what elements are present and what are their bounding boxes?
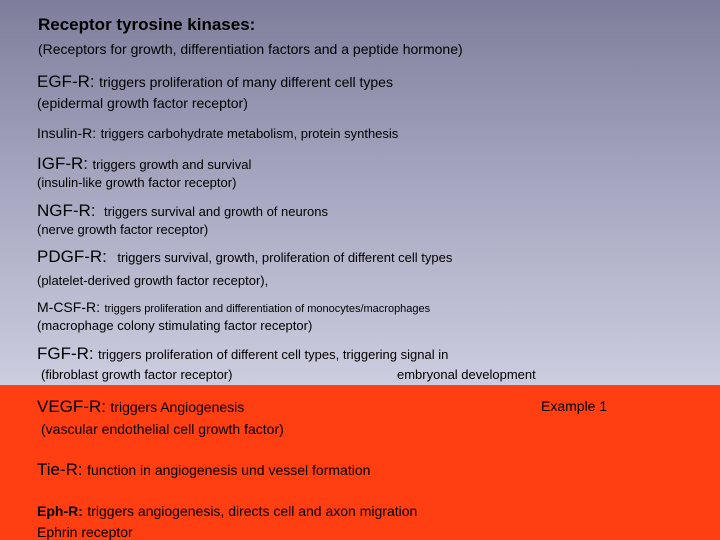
receptor-name: VEGF-R: (37, 397, 106, 416)
receptor-desc: triggers proliferation and differentiation of monocytes/macrophages (104, 303, 431, 315)
receptor-name: Insulin-R: (37, 125, 97, 141)
receptor-name: FGF-R: (37, 344, 94, 363)
receptor-note: Ephrin receptor (37, 524, 133, 540)
receptor-mcsf (37, 300, 430, 316)
slide-subtitle: (Receptors for growth, differentiation factors and a peptide hormone) (38, 41, 463, 57)
receptor-egf (37, 73, 393, 91)
receptor-name: Tie-R: (37, 460, 83, 479)
receptor-desc: triggers survival, growth, proliferation of different cell types (117, 250, 453, 265)
receptor-desc: triggers carbohydrate metabolism, protein synthesis (100, 126, 399, 141)
receptor-note-continuation: embryonal development (397, 367, 536, 382)
receptor-note: (epidermal growth factor receptor) (37, 95, 248, 111)
receptor-pdgf (37, 248, 452, 266)
receptor-desc: triggers survival and growth of neurons (104, 204, 329, 219)
receptor-name: EGF-R: (37, 72, 95, 91)
receptor-name: IGF-R: (37, 154, 88, 173)
receptor-igf (37, 155, 251, 173)
receptor-name: PDGF-R: (37, 247, 107, 266)
receptor-desc: triggers Angiogenesis (110, 399, 245, 415)
receptor-note: (macrophage colony stimulating factor receptor) (37, 318, 313, 333)
receptor-name: NGF-R: (37, 201, 96, 220)
receptor-note: (insulin-like growth factor receptor) (37, 175, 237, 190)
receptor-desc: triggers proliferation of many different cell types (99, 74, 393, 90)
receptor-name: M-CSF-R: (37, 299, 100, 315)
receptor-note: (nerve growth factor receptor) (37, 222, 209, 237)
receptor-insulin (37, 126, 398, 142)
receptor-name: Eph-R: (37, 503, 83, 519)
receptor-tie (37, 461, 370, 479)
receptor-note: (fibroblast growth factor receptor) (41, 367, 233, 382)
slide-title: Receptor tyrosine kinases: (38, 15, 256, 34)
receptor-desc: function in angiogenesis und vessel formation (87, 462, 371, 478)
receptor-eph (37, 504, 417, 520)
receptor-note: (vascular endothelial cell growth factor) (41, 421, 284, 437)
receptor-desc: triggers growth and survival (92, 157, 252, 172)
receptor-note: (platelet-derived growth factor receptor), (37, 273, 269, 288)
receptor-desc: triggers proliferation of different cell types, triggering signal in (98, 347, 449, 362)
receptor-vegf (37, 398, 244, 416)
example-label: Example 1 (541, 398, 608, 414)
receptor-fgf (37, 345, 448, 363)
receptor-desc: triggers angiogenesis, directs cell and axon migration (87, 503, 418, 519)
receptor-ngf (37, 202, 328, 220)
